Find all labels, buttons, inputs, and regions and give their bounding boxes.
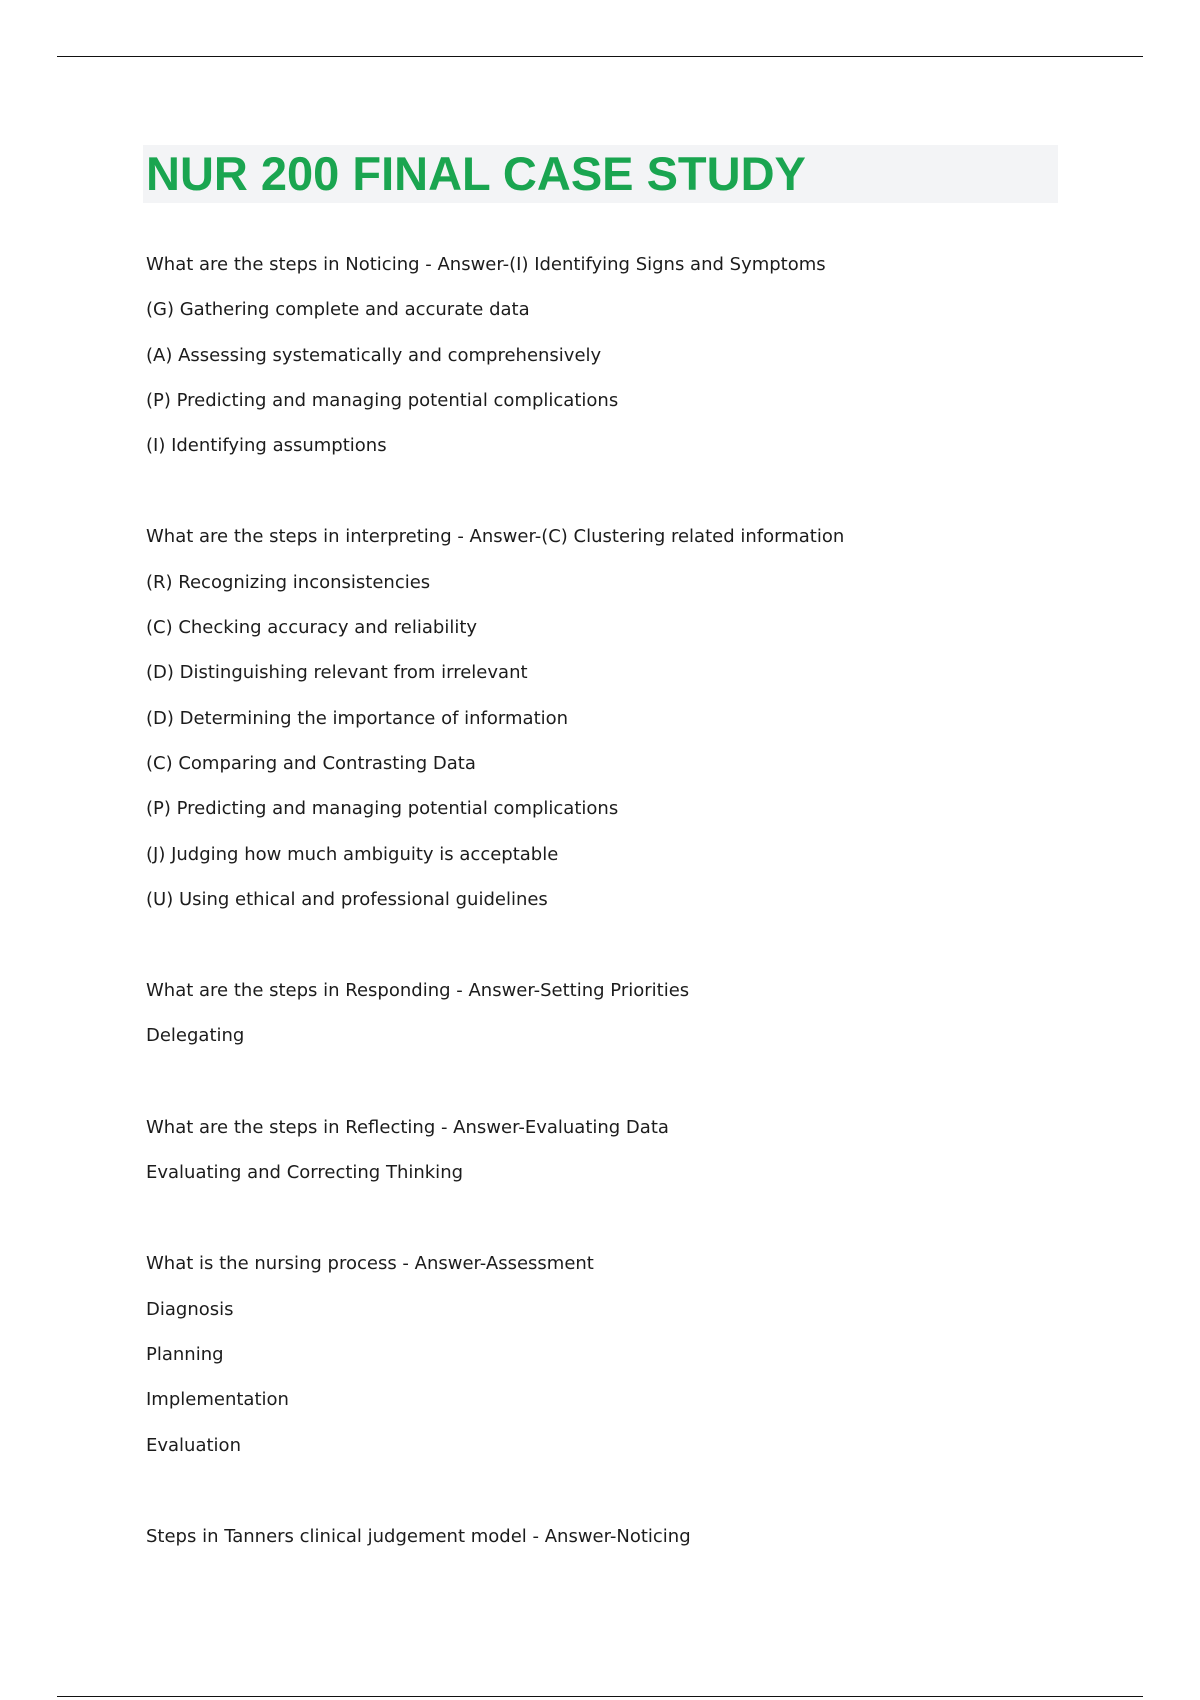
answer-line: (J) Judging how much ambiguity is acceptable xyxy=(146,843,559,865)
question-line: What are the steps in Noticing - Answer-(I) Identifying Signs and Symptoms xyxy=(146,254,826,275)
answer-line: (R) Recognizing inconsistencies xyxy=(146,571,431,593)
question-line: What are the steps in interpreting - Answer-(C) Clustering related information xyxy=(146,526,845,548)
question-line: What are the steps in Reflecting - Answer-Evaluating Data xyxy=(146,1116,669,1138)
answer-line: Evaluation xyxy=(146,1434,241,1456)
answer-line: (C) Comparing and Contrasting Data xyxy=(146,752,476,774)
answer-line: Evaluating and Correcting Thinking xyxy=(146,1162,464,1184)
top-divider xyxy=(57,56,1143,57)
answer-line: (A) Assessing systematically and comprehensively xyxy=(146,344,602,366)
qa-block-tanner-model xyxy=(146,1514,1066,1559)
answer-line: (D) Distinguishing relevant from irrelevant xyxy=(146,662,528,684)
qa-block-responding xyxy=(146,968,1066,1059)
answer-line: (D) Determining the importance of information xyxy=(146,707,569,729)
document-title: NUR 200 FINAL CASE STUDY xyxy=(146,147,806,200)
answer-line: (P) Predicting and managing potential complications xyxy=(146,389,619,411)
qa-block-interpreting xyxy=(146,514,1066,922)
question-line: Steps in Tanners clinical judgement model - Answer-Noticing xyxy=(146,1525,691,1547)
qa-block-nursing-process xyxy=(146,1241,1066,1467)
answer-line: (G) Gathering complete and accurate data xyxy=(146,299,530,321)
document-body xyxy=(146,242,1066,1605)
question-line: What are the steps in Responding - Answer-Setting Priorities xyxy=(146,980,690,1002)
answer-line: (P) Predicting and managing potential complications xyxy=(146,798,619,820)
qa-block-reflecting xyxy=(146,1105,1066,1196)
answer-line: (C) Checking accuracy and reliability xyxy=(146,617,478,639)
answer-line: (U) Using ethical and professional guidelines xyxy=(146,888,548,910)
answer-line: (I) Identifying assumptions xyxy=(146,435,387,457)
bottom-divider xyxy=(57,1696,1143,1697)
answer-line: Diagnosis xyxy=(146,1298,234,1320)
answer-line: Delegating xyxy=(146,1025,245,1047)
qa-block-noticing xyxy=(146,242,1066,468)
question-line: What is the nursing process - Answer-Assessment xyxy=(146,1253,594,1275)
answer-line: Planning xyxy=(146,1343,224,1365)
answer-line: Implementation xyxy=(146,1389,289,1411)
